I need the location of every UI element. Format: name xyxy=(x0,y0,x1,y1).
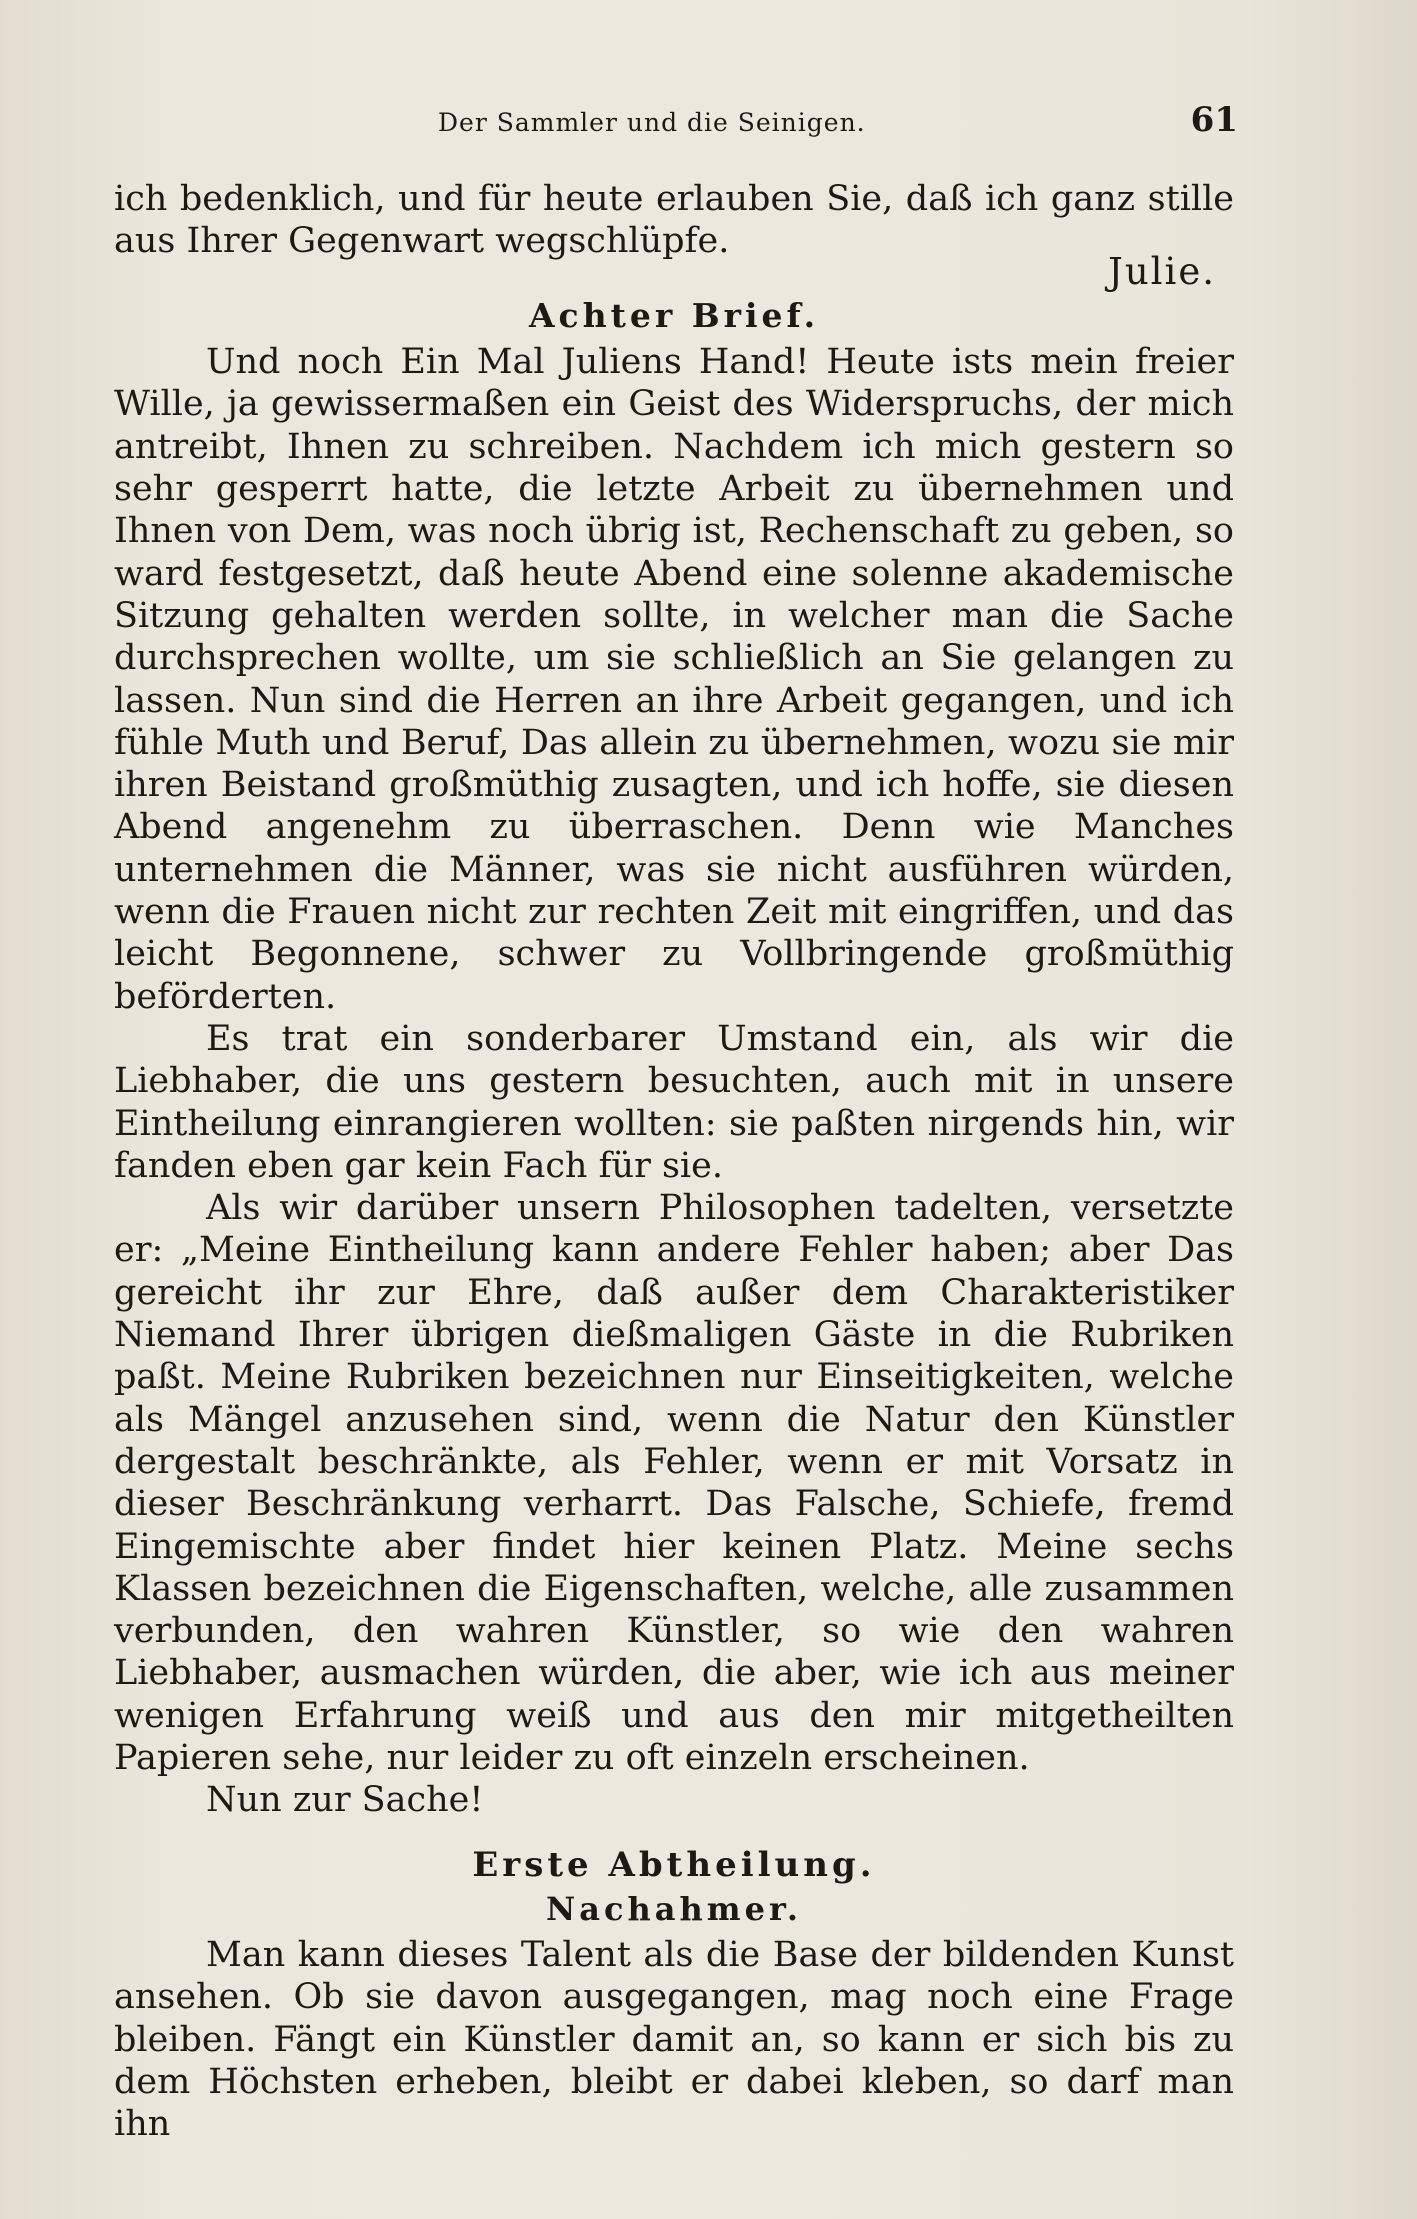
text-block xyxy=(114,178,1234,2146)
paragraph-intro: ich bedenklich, und für heute erlauben Sie, daß ich ganz stille aus Ihrer Gegenwart wegschlüpfe. xyxy=(114,179,1234,262)
paragraph-4: Nun zur Sache! xyxy=(206,1780,484,1821)
running-title: Der Sammler und die Seinigen. xyxy=(438,108,866,137)
page-number: 61 xyxy=(1190,100,1238,140)
signature: Julie. xyxy=(1108,249,1216,293)
paragraph-5: Man kann dieses Talent als die Base der bildenden Kunst ansehen. Ob sie davon ausgegangen, mag noch eine Frage bleiben. Fängt ein Künstler damit an, so kann er sich bis zu dem Höchsten erheben, bleibt er dabei kleben, so darf man ihn xyxy=(114,1935,1234,2145)
paragraph-2: Es trat ein sonderbarer Umstand ein, als wir die Liebhaber, die uns gestern besuchten, auch mit in unsere Eintheilung einrangieren wollten: sie paßten nirgends hin, wir fanden eben gar kein Fach für sie. xyxy=(114,1018,1234,1186)
running-head xyxy=(118,100,1238,150)
subheading: Nachahmer. xyxy=(545,1889,802,1928)
letter-heading: Achter Brief. xyxy=(528,295,820,335)
section-heading: Erste Abtheilung. xyxy=(472,1844,876,1885)
paragraph-3: Als wir darüber unsern Philosophen tadelten, versetzte er: „Meine Eintheilung kann andere Fehler haben; aber Das gereicht ihr zur Ehre, daß außer dem Charakteristiker Niemand Ihrer übrigen dießmaligen Gäste in die Rubriken paßt. Meine Rubriken bezeichnen nur Einseitigkeiten, welche als Mängel anzusehen sind, wenn die Natur den Künstler dergestalt beschränkte, als Fehler, wenn er mit Vorsatz in dieser Beschränkung verharrt. Das Falsche, Schiefe, fremd Eingemischte aber findet hier keinen Platz. Meine sechs Klassen bezeichnen die Eigenschaften, welche, alle zusammen verbunden, den wahren Künstler, so wie den wahren Liebhaber, ausmachen würden, die aber, wie ich aus meiner wenigen Erfahrung weiß und aus den mir mitgetheilten Papieren sehe, nur leider zu oft einzeln erscheinen. xyxy=(114,1188,1234,1778)
paragraph-1: Und noch Ein Mal Juliens Hand! Heute ists mein freier Wille, ja gewissermaßen ein Geist des Widerspruchs, der mich antreibt, Ihnen zu schreiben. Nachdem ich mich gestern so sehr gesperrt hatte, die letzte Arbeit zu übernehmen und Ihnen von Dem, was noch übrig ist, Rechenschaft zu geben, so ward festgesetzt, daß heute Abend eine solenne akademische Sitzung gehalten werden sollte, in welcher man die Sache durchsprechen wollte, um sie schließlich an Sie gelangen zu lassen. Nun sind die Herren an ihre Arbeit gegangen, und ich fühle Muth und Beruf, Das allein zu übernehmen, wozu sie mir ihren Beistand großmüthig zusagten, und ich hoffe, sie diesen Abend angenehm zu überraschen. Denn wie Manches unternehmen die Männer, was sie nicht ausführen würden, wenn die Frauen nicht zur rechten Zeit mit eingriffen, und das leicht Begonnene, schwer zu Vollbringende großmüthig beförderten. xyxy=(114,342,1234,1017)
